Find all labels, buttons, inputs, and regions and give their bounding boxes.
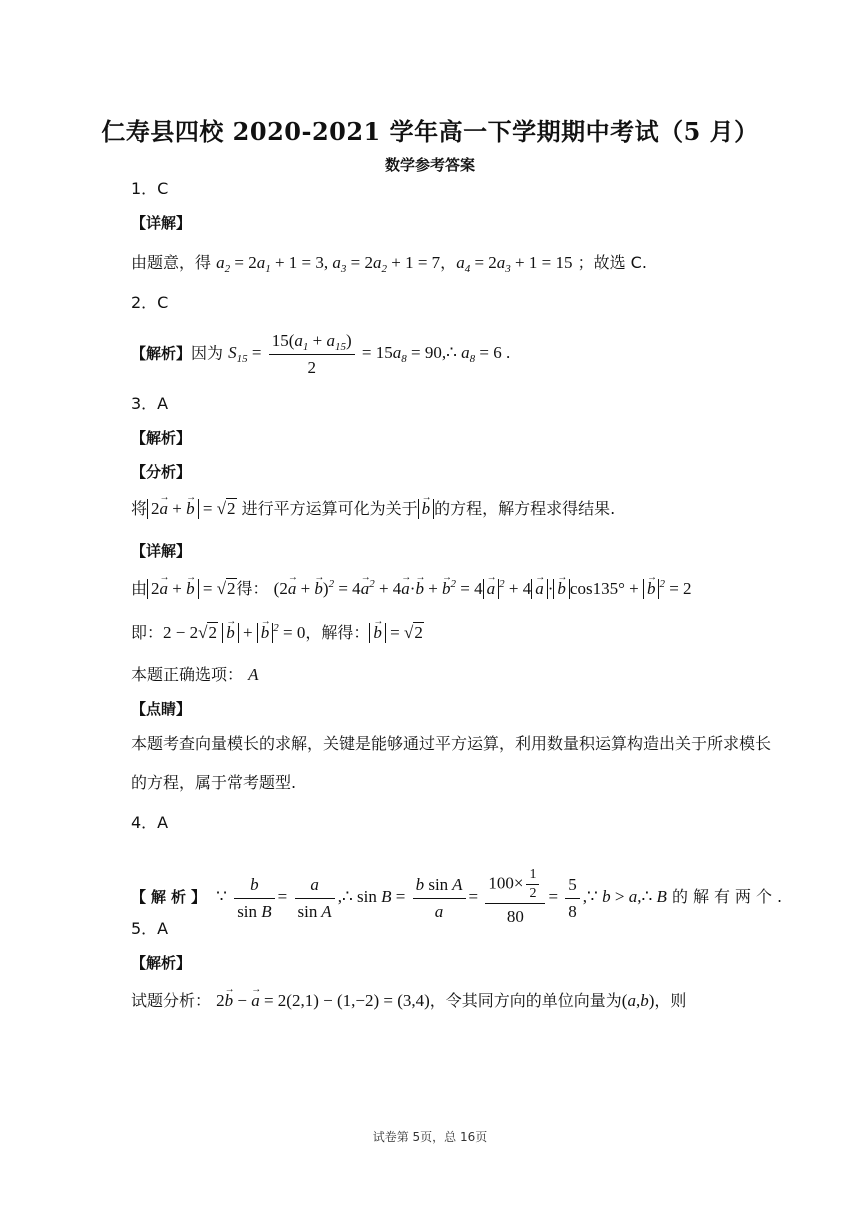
page-footer: 试卷第 5页，总 16页 xyxy=(372,1130,488,1144)
q3-analysis: 将 2→ a + → b = √2 进行平方运算可化为关于→ b 的方程，解方程求得结果. xyxy=(131,498,615,520)
q2-formula: $S_{15}$ = $\frac{15(a_1 + a_{15})}{2}$ = $15a_8$ = 90,∴ $a_8 = 6$ . xyxy=(228,343,510,362)
page-subtitle: 数学参考答案 xyxy=(384,156,475,174)
q5-number: 5．A xyxy=(131,919,169,938)
q3-remark-line2: 的方程，属于常考题型. xyxy=(131,773,297,792)
q3-remark-label: 【点睛】 xyxy=(131,700,192,718)
q4-number: 4．A xyxy=(131,813,169,832)
q5-solution: 试题分析： 2→ b − → a = 2(2,1) − (1,−2) = (3,4)，令其同方向的单位向量为(a,b)，则 xyxy=(131,990,686,1012)
q3-answer: 本题正确选项： A xyxy=(131,665,259,684)
q1-number: 1．C xyxy=(131,179,169,198)
q3-detail: 由 2→ a + → b = √2得： (2→ a + → $b)^2 = 4\to a^2 + 4\to a\cdot\to b$ + → $b^2 = 4\to a$ $^2$ + 4→ a ·→ b cos135° + → b $^2$ = 2 xyxy=(131,578,692,600)
q3-number: 3．A xyxy=(131,394,169,413)
q3-solve: 即：2 − 2√2 → b + → b $^2$ = 0，解得：→ b = √2 xyxy=(131,622,424,644)
q1-solution: 由题意，得 $a_2 = 2a_1 + 1 = 3$, $a_3 = 2a_2 + 1 = 7$，$a_4 = 2a_3 + 1 = 15$ ；故选 C. xyxy=(131,253,647,275)
q1-detail-label: 【详解】 xyxy=(131,214,192,232)
q1-formula: $a_2 = 2a_1 + 1 = 3$, $a_3 = 2a_2 + 1 = 7$ xyxy=(216,253,441,275)
q2-solution: 【解析】因为 $S_{15}$ = $\frac{15(a_1 + a_{15})}{2}$ = $15a_8$ = 90,∴ $a_8 = 6$ . xyxy=(131,328,510,381)
q3-detail-label: 【详解】 xyxy=(131,542,192,560)
q4-solution: 【解析】 ∵ $\frac{b}{\text{sin B}}$ = $\frac{a}{\text{sin A}}$ ,∴ sin B = $\frac{\text{b sin A}}{a}$ = 100× $\frac{1}{2}$ 80 = $\frac{5}{8}$ ,∵ b > a,∴ B 的解有两个. xyxy=(131,867,788,926)
q4-formula: ∵ $\frac{b}{\text{sin B}}$ = $\frac{a}{\text{sin A}}$ ,∴ sin B = $\frac{\text{b sin A}}{a}$ = 100× $\frac{1}{2}$ 80 = $\frac{5}{8}$ ,∵ b > a,∴ B xyxy=(216,867,667,926)
q3-fenxi-label: 【分析】 xyxy=(131,463,192,481)
q2-number: 2．C xyxy=(131,293,169,312)
q5-jiexi-label: 【解析】 xyxy=(131,954,192,972)
q3-remark-line1: 本题考查向量模长的求解，关键是能够通过平方运算，利用数量积运算构造出关于所求模长 xyxy=(131,734,772,753)
q3-jiexi-label: 【解析】 xyxy=(131,429,192,447)
page-title: 仁寿县四校 2020-2021 学年高一下学期期中考试（5 月） xyxy=(101,117,759,146)
